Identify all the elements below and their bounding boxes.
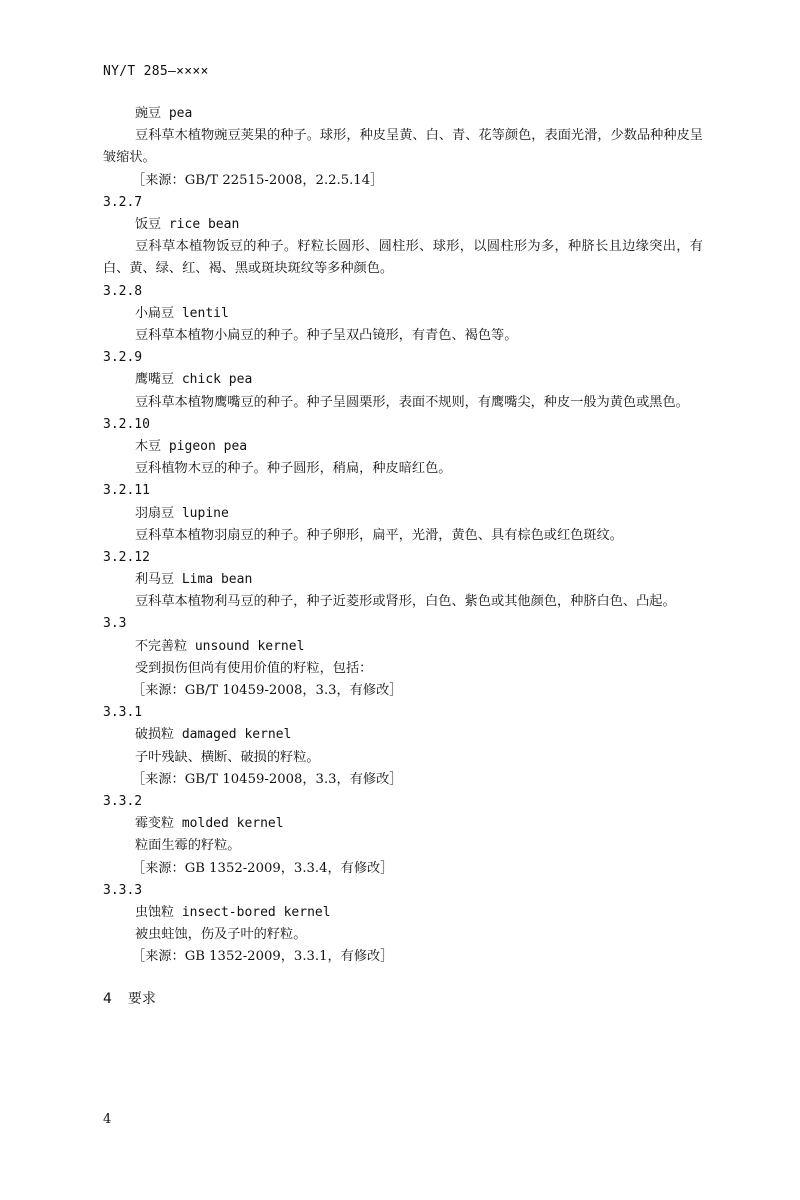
definition-text: 豆科草木植物豌豆荚果的种子。球形，种皮呈黄、白、青、花等颜色，表面光滑，少数品种种皮呈皱缩状。 [103, 128, 703, 166]
term-label [103, 813, 703, 835]
term-english: lupine [181, 505, 229, 521]
term-entry [103, 414, 703, 481]
definition-text: 豆科草本植物小扁豆的种子。种子呈双凸镜形，有青色、褐色等。 [135, 327, 518, 343]
term-english: lentil [181, 305, 229, 321]
term-chinese: 破损粒 [135, 727, 175, 743]
term-entry [103, 347, 703, 414]
term-english: damaged kernel [181, 727, 292, 743]
source-citation: ［来源：GB 1352-2009，3.3.4，有修改］ [132, 860, 394, 876]
term-english: unsound kernel [194, 638, 305, 654]
term-entry [103, 702, 703, 791]
clause-number: 3.2.10 [103, 416, 150, 432]
definition-text: 粒面生霉的籽粒。 [135, 838, 241, 854]
document-code: NY/T 285—×××× [103, 64, 209, 79]
term-chinese: 木豆 [135, 438, 162, 454]
term-english: rice bean [168, 216, 240, 232]
term-english: insect-bored kernel [181, 905, 331, 920]
term-entry [103, 880, 703, 969]
source-citation: ［来源：GB 1352-2009，3.3.1，有修改］ [132, 949, 394, 965]
term-chinese: 羽扇豆 [135, 505, 175, 521]
clause-number: 3.2.11 [103, 483, 150, 499]
term-label [103, 214, 703, 236]
definition-text: 子叶残缺、横断、破损的籽粒。 [135, 749, 320, 765]
term-english: pea [168, 106, 193, 121]
term-chinese: 鹰嘴豆 [135, 372, 175, 388]
term-chinese: 小扁豆 [135, 305, 175, 321]
section-heading [103, 988, 703, 1010]
term-label [103, 369, 703, 391]
definition-text: 受到损伤但尚有使用价值的籽粒，包括： [135, 660, 373, 676]
source-citation: ［来源：GB/T 22515-2008，2.2.5.14］ [132, 172, 384, 188]
term-label [103, 636, 703, 658]
term-chinese: 利马豆 [135, 572, 175, 588]
source-citation: ［来源：GB/T 10459-2008，3.3，有修改］ [132, 683, 403, 699]
clause-number: 3.3.2 [103, 794, 143, 810]
term-label [103, 569, 703, 591]
term-english: chick pea [181, 372, 253, 388]
term-english: pigeon pea [168, 438, 248, 454]
term-entry [103, 613, 703, 702]
page-number: 4 [103, 1112, 112, 1127]
clause-number: 3.3.1 [103, 705, 143, 721]
clause-number: 3.2.12 [103, 549, 150, 565]
term-chinese: 豌豆 [135, 106, 162, 121]
definition-text: 豆科草本植物饭豆的种子。籽粒长圆形、圆柱形、球形，以圆柱形为多，种脐长且边缘突出，有白、黄、绿、红、褐、黑或斑块斑纹等多种颜色。 [103, 239, 703, 277]
clause-number: 3.3 [103, 616, 127, 632]
term-chinese: 不完善粒 [135, 638, 188, 654]
clause-number: 3.2.9 [103, 350, 143, 366]
term-label [103, 436, 703, 458]
source-citation: ［来源：GB/T 10459-2008，3.3，有修改］ [132, 771, 403, 787]
term-entry [103, 103, 703, 192]
document-body [103, 103, 703, 1010]
term-label [103, 724, 703, 746]
term-entry [103, 281, 703, 348]
definition-text: 豆科草本植物鹰嘴豆的种子。种子呈圆栗形，表面不规则，有鹰嘴尖，种皮一般为黄色或黑色。 [135, 394, 689, 410]
definition-text: 豆科草本植物利马豆的种子，种子近菱形或肾形，白色、紫色或其他颜色，种脐白色、凸起。 [135, 594, 676, 610]
clause-number: 3.2.8 [103, 283, 143, 299]
term-chinese: 霉变粒 [135, 816, 175, 832]
section-title: 要求 [127, 990, 156, 1007]
term-english: Lima bean [181, 572, 253, 588]
definition-text: 被虫蛀蚀，伤及子叶的籽粒。 [135, 927, 307, 943]
section-number: 4 [103, 990, 112, 1007]
term-entries [103, 103, 703, 969]
term-label [103, 103, 703, 125]
definition-text: 豆科植物木豆的种子。种子圆形，稍扁，种皮暗红色。 [135, 461, 452, 477]
term-entry [103, 547, 703, 614]
term-chinese: 虫蚀粒 [135, 905, 175, 920]
clause-number: 3.3.3 [103, 882, 143, 898]
clause-number: 3.2.7 [103, 194, 143, 210]
term-entry [103, 192, 703, 281]
term-label [103, 303, 703, 325]
term-label [103, 902, 703, 924]
term-entry [103, 791, 703, 880]
term-entry [103, 480, 703, 547]
term-english: molded kernel [181, 816, 284, 832]
term-chinese: 饭豆 [135, 216, 162, 232]
term-label [103, 503, 703, 525]
definition-text: 豆科草本植物羽扇豆的种子。种子卵形，扁平，光滑，黄色、具有棕色或红色斑纹。 [135, 527, 623, 543]
